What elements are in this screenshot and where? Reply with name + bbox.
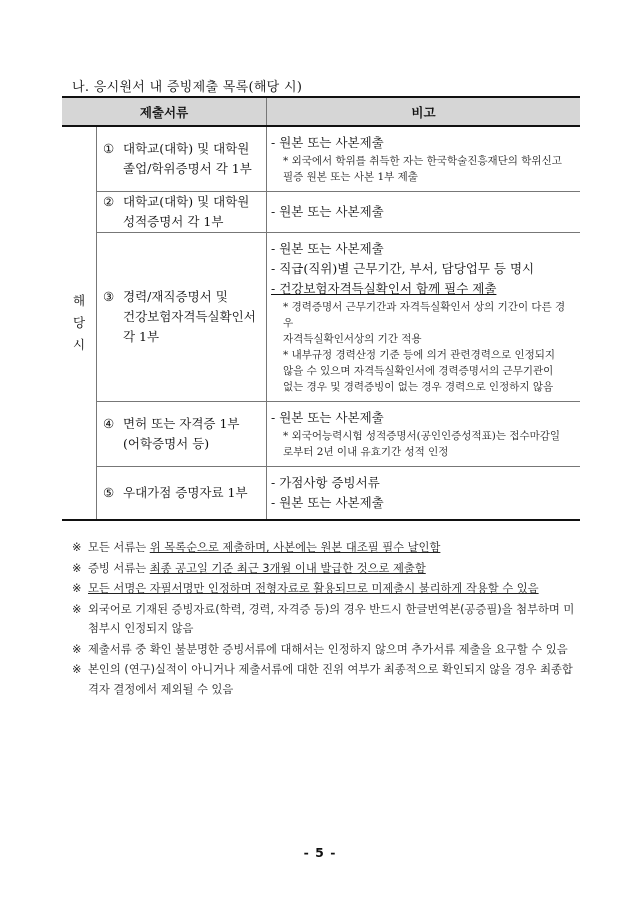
note-cell: [267, 233, 581, 402]
document-name-line: 졸업/학위증명서 각 1부: [123, 161, 252, 176]
note-line: - 원본 또는 사본제출: [271, 495, 384, 510]
document-name-line: 대학교(대학) 및 대학원: [123, 141, 250, 156]
note-item: [72, 538, 582, 558]
page-number: - 5 -: [303, 845, 337, 860]
reference-mark: ※: [72, 561, 82, 575]
note-item: [72, 660, 582, 699]
group-label-char: 시: [72, 337, 86, 352]
table-row: [62, 126, 580, 192]
note-subitem: [271, 428, 574, 460]
note-line: - 원본 또는 사본제출: [271, 241, 384, 256]
reference-mark: ※: [72, 602, 82, 616]
note-text: 외국어로 기재된 증빙자료(학력, 경력, 자격증 등)의 경우 반드시 한글번역본(공증필)을 첨부하며 미첨부시 인정되지 않음: [88, 602, 575, 635]
document-cell: [97, 126, 267, 192]
note-line: - 원본 또는 사본제출: [271, 135, 384, 150]
note-subitem-line: 자격득실확인서상의 기간 적용: [283, 333, 422, 345]
document-name-line: 각 1부: [123, 329, 160, 344]
note-subitem-line: * 외국어능력시험 성적증명서(공인인증성적표)는 접수마감일: [283, 430, 561, 442]
reference-mark: ※: [72, 642, 82, 656]
note-item: [72, 640, 582, 660]
note-subitem-line: * 경력증명서 근무기간과 자격득실확인서 상의 기간이 다른 경우: [283, 301, 566, 329]
note-item: [72, 600, 582, 639]
table-row: [62, 402, 580, 467]
note-subitem-line: 않을 수 있으며 자격득실확인서에 경력증명서의 근무기관이: [283, 365, 554, 377]
note-subitem-line: 필증 원본 또는 사본 1부 제출: [283, 171, 418, 183]
table-header-row: [62, 97, 580, 126]
header-documents: 제출서류: [62, 97, 267, 126]
document-name-line: 대학교(대학) 및 대학원: [123, 194, 250, 209]
note-text: 증빙 서류는: [88, 561, 150, 575]
header-notes: 비고: [267, 97, 581, 126]
document-name-line: 우대가점 증명자료 1부: [123, 485, 248, 500]
document-name-line: 면허 또는 자격증 1부: [123, 416, 240, 431]
note-cell: [267, 192, 581, 233]
document-number: ④: [103, 416, 115, 431]
group-label-char: 해: [72, 293, 86, 308]
note-item: [72, 579, 582, 599]
document-cell: [97, 233, 267, 402]
note-item: [72, 559, 582, 579]
note-subitem-line: 없는 경우 및 경력증빙이 없는 경우 경력으로 인정하지 않음: [283, 381, 554, 393]
note-emphasis: 모든 서명은 자필서명만 인정하며 전형자료로 활용되므로 미제출시 불리하게 작용할 수 있음: [88, 582, 539, 595]
table-row: [62, 233, 580, 402]
note-subitem-line: * 외국에서 학위를 취득한 자는 한국학술진흥재단의 학위신고: [283, 155, 562, 167]
document-list-table: [62, 96, 580, 521]
table-row: [62, 467, 580, 521]
document-number: ②: [103, 194, 115, 209]
note-text: 모든 서류는: [88, 541, 150, 554]
note-line: - 원본 또는 사본제출: [271, 204, 384, 219]
document-cell: [97, 402, 267, 467]
note-cell: [267, 467, 581, 521]
table-body: [62, 126, 580, 520]
notes-list: [72, 538, 582, 700]
note-emphasis: 위 목록순으로 제출하며, 사본에는 원본 대조필 필수 날인함: [149, 541, 441, 554]
note-subitem-line: * 내부규정 경력산정 기준 등에 의거 관련경력으로 인정되지: [283, 349, 556, 361]
note-subitem: [271, 347, 574, 395]
note-text: 제출서류 중 확인 불분명한 증빙서류에 대해서는 인정하지 않으며 추가서류 제출을 요구할 수 있음: [88, 642, 568, 656]
group-label-char: 당: [72, 315, 86, 330]
reference-mark: ※: [72, 541, 82, 554]
note-line: - 가점사항 증빙서류: [271, 475, 380, 490]
note-text: 본인의 (연구)실적이 아니거나 제출서류에 대한 진위 여부가 최종적으로 확인되지 않을 경우 최종합격자 결정에서 제외될 수 있음: [88, 663, 573, 696]
section-heading: 나. 응시원서 내 증빙제출 목록(해당 시): [72, 80, 303, 95]
document-cell: [97, 192, 267, 233]
note-subitem-line: 로부터 2년 이내 유효기간 성적 인정: [283, 446, 449, 458]
note-line: - 건강보험자격득실확인서 함께 필수 제출: [271, 281, 497, 296]
document-cell: [97, 467, 267, 521]
document-number: ⑤: [103, 485, 115, 500]
group-label: [62, 126, 97, 520]
document-number: ①: [103, 141, 115, 156]
note-line: - 원본 또는 사본제출: [271, 410, 384, 425]
document-number: ③: [103, 289, 115, 304]
document-name-line: 건강보험자격득실확인서: [123, 309, 256, 324]
reference-mark: ※: [72, 582, 82, 595]
note-cell: [267, 402, 581, 467]
note-subitem: [271, 153, 574, 185]
document-name-line: (어학증명서 등): [123, 436, 210, 451]
note-emphasis: 최종 공고일 기준 최근 3개월 이내 발급한 것으로 제출함: [149, 561, 426, 575]
note-line: - 직급(직위)별 근무기간, 부서, 담당업무 등 명시: [271, 261, 535, 276]
note-cell: [267, 126, 581, 192]
table-row: [62, 192, 580, 233]
reference-mark: ※: [72, 663, 82, 676]
note-subitem: [271, 299, 574, 347]
document-name-line: 성적증명서 각 1부: [123, 214, 224, 229]
document-name-line: 경력/재직증명서 및: [123, 289, 228, 304]
